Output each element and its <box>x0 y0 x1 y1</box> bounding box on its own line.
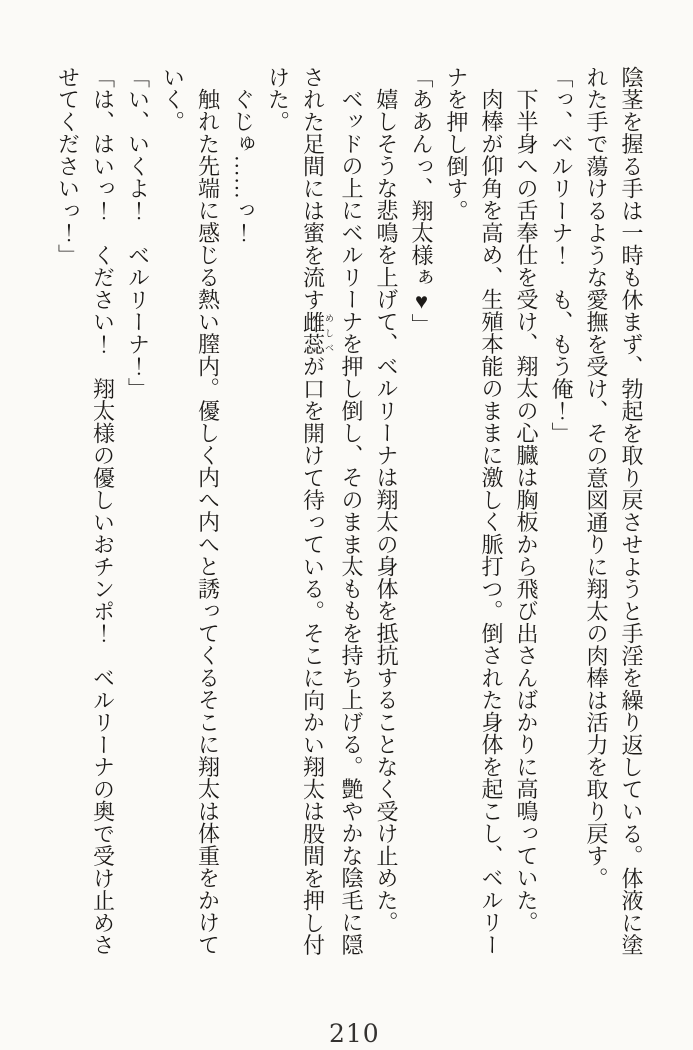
text-line: 「ああんっ、翔太様ぁ♥」 <box>409 66 434 336</box>
text-line: ベッドの上にベルリーナを押し倒し、そのまま太ももを持ち上げる。艶やかな陰毛に隠 <box>339 88 364 956</box>
text-line: 「い、いくよ！ ベルリーナ！」 <box>125 66 151 400</box>
text-line: せてくださいっ！」 <box>55 66 81 267</box>
ruby-annotated-word: 雌蕊めしべ <box>300 310 334 356</box>
page-text <box>51 66 650 958</box>
furigana: めしべ <box>324 310 334 356</box>
text-line: 触れた先端に感じる熱い膣内。優しく内へ内へと誘ってくるそこに翔太は体重をかけて <box>195 88 221 956</box>
page-number: 210 <box>329 1019 380 1048</box>
text-line: 陰茎を握る手は一時も休まず、勃起を取り戻させようと手淫を繰り返している。体液に塗 <box>619 66 644 956</box>
text-line: れた手で蕩けるような愛撫を受け、その意図通りに翔太の肉棒は活力を取り戻す。 <box>584 66 609 890</box>
text-line: 下半身への舌奉仕を受け、翔太の心臓は胸板から飛び出さんばかりに高鳴っていた。 <box>514 88 539 934</box>
text-line: いく。 <box>160 66 186 133</box>
text-line: 「は、はいっ！ ください！ 翔太様の優しいおチンポ！ ベルリーナの奥で受け止めさ <box>90 66 116 956</box>
text-line: 「っ、ベルリーナ！ も、もう俺！」 <box>549 66 574 445</box>
text-line: けた。 <box>265 66 291 133</box>
text-line: 嬉しそうな悲鳴を上げて、ベルリーナは翔太の身体を抵抗することなく受け止めた。 <box>374 88 399 934</box>
text-line: ナを押し倒す。 <box>444 66 469 222</box>
text-line: ぐじゅ……っ！ <box>230 88 256 244</box>
text-line: された足間には蜜を流す雌蕊めしべが口を開けて待っている。そこに向かい翔太は股間を押し付 <box>300 66 334 956</box>
text-line: 肉棒が仰角を高め、生殖本能のままに激しく脈打つ。倒された身体を起こし、ベルリー <box>479 88 504 956</box>
